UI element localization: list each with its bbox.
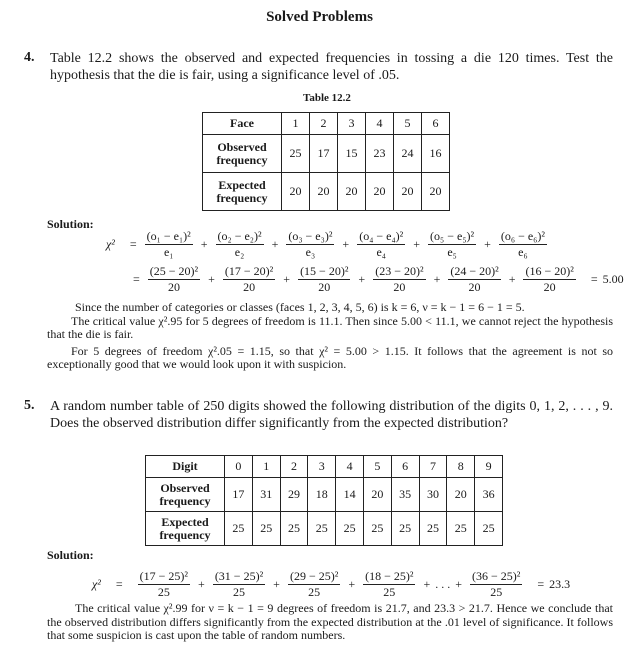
plus-sign: + [455,577,463,591]
plus-sign: + [413,237,421,251]
denominator: 20 [243,280,256,294]
fraction-term [288,570,340,599]
solution-5-text [47,602,613,643]
numerator: (o₄ − e₄)² [359,229,404,243]
page-title: Solved Problems [266,9,373,25]
header-cell: 2 [310,113,338,135]
denominator: 20 [318,280,331,294]
plus-sign: + [200,237,208,251]
chi-square-general-equation [106,230,550,259]
fraction-term [148,265,200,294]
observed-cell: 24 [394,135,422,173]
observed-cell: 31 [252,478,280,512]
observed-cell: 15 [338,135,366,173]
header-cell: 9 [475,456,503,478]
denominator: 20 [393,280,406,294]
table-12-2-caption: Table 12.2 [303,92,351,104]
numerator: (31 − 25)² [214,569,264,583]
denominator: e₃ [305,245,316,259]
observed-cell: 18 [308,478,336,512]
numerator: (o₅ − e₅)² [430,229,475,243]
observed-cell: 17 [310,135,338,173]
numerator: (17 − 25)² [139,569,189,583]
plus-sign: + [283,272,291,286]
numerator: (15 − 20)² [300,264,349,278]
fraction-term [138,570,190,599]
header-cell: 0 [225,456,253,478]
header-cell: 4 [366,113,394,135]
fraction-term [373,265,425,294]
header-cell: 7 [419,456,447,478]
denominator: 20 [543,280,556,294]
observed-cell: 35 [391,478,419,512]
equals-sign: = [115,577,123,591]
denominator: 25 [232,585,245,599]
denominator: e₁ [163,245,174,259]
expected-cell: 20 [338,173,366,211]
fraction-term [357,230,405,259]
equals-sign: = [537,577,545,591]
expected-cell: 20 [422,173,450,211]
numerator: (o₃ − e₃)² [288,229,333,243]
denominator: 25 [157,585,170,599]
expected-cell: 20 [310,173,338,211]
header-cell: 8 [447,456,475,478]
denominator: e₅ [447,245,457,259]
numerator: (16 − 20)² [525,264,574,278]
numerator: (29 − 25)² [289,569,339,583]
header-face: Face [203,113,282,135]
solution-4-label: Solution: [47,217,94,231]
expected-row [146,512,503,546]
equals-sign: = [590,272,598,286]
observed-cell: 36 [475,478,503,512]
solution-5-label: Solution: [47,548,94,562]
chi-square-numeric-equation [128,265,624,294]
ellipsis: . . . [435,577,451,591]
expected-cell: 20 [366,173,394,211]
plus-sign: + [271,237,279,251]
plus-sign: + [273,577,280,591]
header-cell: 5 [394,113,422,135]
plus-sign: + [208,272,215,286]
observed-cell: 30 [419,478,447,512]
expected-cell: 25 [447,512,475,546]
fraction-term [470,570,522,599]
header-cell: 6 [391,456,419,478]
fraction-term [216,230,264,259]
expected-row [203,173,450,211]
observed-cell: 20 [363,478,391,512]
expected-label: Expected frequency [203,173,282,211]
numerator: (o₂ − e₂)² [217,229,262,243]
header-cell: 4 [336,456,364,478]
fraction-term [363,570,415,599]
numerator: (o₁ − e₁)² [146,229,191,243]
fraction-term [286,230,334,259]
header-cell: 1 [252,456,280,478]
numerator: (25 − 20)² [149,264,199,278]
plus-sign: + [484,237,491,251]
table-header-row [203,113,450,135]
numerator: (24 − 20)² [450,264,499,278]
numerator: (23 − 20)² [375,264,424,278]
header-cell: 1 [282,113,310,135]
expected-cell: 25 [391,512,419,546]
expected-cell: 25 [336,512,364,546]
expected-cell: 25 [252,512,280,546]
denominator: 25 [308,585,321,599]
expected-cell: 25 [363,512,391,546]
fraction-term [428,230,476,259]
observed-cell: 23 [366,135,394,173]
chi-square-symbol: χ² [106,237,115,251]
denominator: 25 [490,585,503,599]
observed-label: Observed frequency [203,135,282,173]
solution-4-paragraph-1: Since the number of categories or classes (faces 1, 2, 3, 4, 5, 6) is k = 6, ν = k − 1 = 6 − 1 = 5. [75,300,525,314]
chi-square-result: 23.3 [549,577,571,591]
chi-square-result: 5.00 [602,272,624,286]
fraction-term [499,230,547,259]
denominator: e₂ [234,245,245,259]
fraction-term [213,570,265,599]
expected-cell: 20 [394,173,422,211]
header-cell: 3 [308,456,336,478]
observed-cell: 17 [225,478,253,512]
solution-4-paragraph-3: For 5 degrees of freedom χ².05 = 1.15, so that χ² = 5.00 > 1.15. It follows that the agreement is not so exceptionally good that we would look upon it with suspicion. [47,343,613,371]
problem-5-number: 5. [24,398,35,413]
solution-4-paragraph-2: The critical value χ².95 for 5 degrees of freedom is 11.1. Then since 5.00 < 11.1, we cannot reject the hypothesis that the die is fair. [47,313,613,341]
expected-cell: 25 [475,512,503,546]
observed-cell: 20 [447,478,475,512]
expected-label: Expected frequency [146,512,225,546]
observed-cell: 29 [280,478,308,512]
fraction-term [523,265,575,294]
denominator: 20 [167,280,180,294]
expected-cell: 25 [280,512,308,546]
observed-cell: 14 [336,478,364,512]
plus-sign: + [348,577,356,591]
observed-cell: 16 [422,135,450,173]
header-digit: Digit [146,456,225,478]
observed-label: Observed frequency [146,478,225,512]
solution-4-text [47,301,613,372]
plus-sign: + [342,237,350,251]
numerator: (o₆ − e₆)² [500,229,545,243]
expected-cell: 20 [282,173,310,211]
plus-sign: + [358,272,366,286]
denominator: e₆ [518,245,528,259]
problem-4-number: 4. [24,50,35,65]
fraction-term [448,265,500,294]
expected-cell: 25 [225,512,253,546]
denominator: 25 [383,585,396,599]
header-cell: 3 [338,113,366,135]
denominator: e₄ [376,245,386,259]
header-cell: 2 [280,456,308,478]
equals-sign: = [133,272,140,286]
numerator: (17 − 20)² [224,264,274,278]
plus-sign: + [198,577,205,591]
header-cell: 5 [363,456,391,478]
observed-row [146,478,503,512]
digit-distribution-table [145,455,503,546]
plus-sign: + [433,272,441,286]
chi-square-digits-equation [92,570,570,599]
table-header-row [146,456,503,478]
numerator: (36 − 25)² [472,569,521,583]
plus-sign: + [508,272,516,286]
denominator: 20 [468,280,481,294]
header-cell: 6 [422,113,450,135]
fraction-term [298,265,350,294]
chi-square-symbol: χ² [92,577,101,591]
fraction-term [223,265,275,294]
numerator: (18 − 25)² [365,569,414,583]
table-12-2 [202,112,450,211]
expected-cell: 25 [308,512,336,546]
fraction-term [145,230,193,259]
problem-4-statement: Table 12.2 shows the observed and expected frequencies in tossing a die 120 times. Test the hypothesis that the die is fair, using a significance level of .05. [50,51,613,83]
plus-sign: + [423,577,431,591]
equals-sign: = [129,237,137,251]
solution-5-paragraph-1: The critical value χ².99 for ν = k − 1 = 9 degrees of freedom is 21.7, and 23.3 > 21.7. Hence we conclude that the observed distribution differs significantly from the expected distribution at the .01 level of significance. It follows that some suspicion is cast upon the table of random numbers. [47,601,613,642]
observed-row [203,135,450,173]
expected-cell: 25 [419,512,447,546]
observed-cell: 25 [282,135,310,173]
problem-5-statement: A random number table of 250 digits showed the following distribution of the digits 0, 1, 2, . . . , 9. Does the observed distribution differ significantly from the expected distribution? [50,399,613,431]
